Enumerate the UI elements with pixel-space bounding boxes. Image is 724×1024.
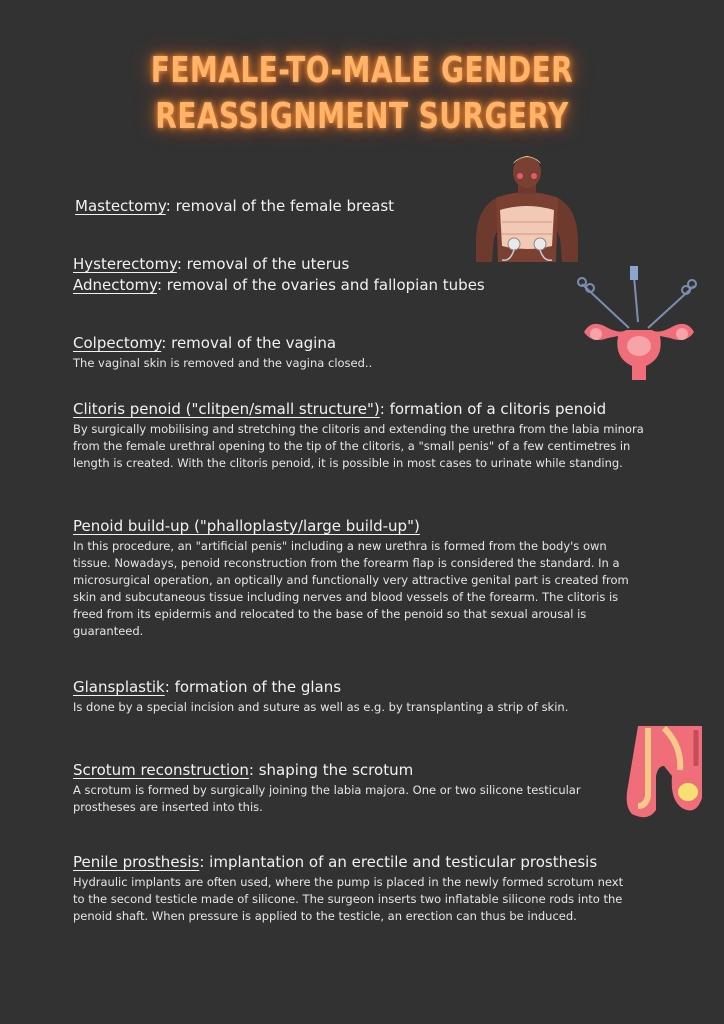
term-desc: : removal of the vagina (161, 334, 337, 352)
section-clitoris-penoid (73, 399, 648, 472)
term-scrotum-reconstruction: Scrotum reconstruction (73, 761, 249, 779)
term-penoid-build-up: Penoid build-up ("phalloplasty/large build-up") (73, 517, 420, 535)
section-heading (73, 516, 648, 537)
page-title (80, 48, 645, 140)
section-body: Is done by a special incision and suture as well as e.g. by transplanting a strip of skin. (73, 700, 569, 714)
term-desc: : removal of the female breast (165, 197, 395, 215)
term-hysterectomy: Hysterectomy (73, 255, 177, 273)
term-desc: : removal of the uterus (176, 255, 350, 273)
section-glansplastik (73, 677, 653, 716)
anatomy-cross-section-illustration (624, 726, 704, 826)
section-body: Hydraulic implants are often used, where the pump is placed in the newly formed scrotum next to the second testicle made of silicone. The surgeon inserts two inflatable silicone rods into the penoid shaft. When pressure is applied to the testicle, an erection can thus be induced. (73, 875, 624, 923)
section-body: The vaginal skin is removed and the vagina closed.. (73, 356, 373, 370)
section-penoid-build-up (73, 516, 648, 640)
section-scrotum-reconstruction (73, 760, 613, 816)
title-line-1: FEMALE-TO-MALE GENDER (150, 50, 574, 91)
term-glansplastik: Glansplastik (73, 678, 165, 696)
term-clitoris-penoid: Clitoris penoid ("clitpen/small structure") (73, 400, 380, 418)
section-heading (73, 760, 613, 781)
uterus-surgery-illustration (574, 262, 704, 388)
term-desc: : formation of a clitoris penoid (379, 400, 607, 418)
title-line-2: REASSIGNMENT SURGERY (155, 96, 569, 137)
term-desc: : implantation of an erectile and testicular prosthesis (199, 853, 598, 871)
section-penile-prosthesis (73, 852, 633, 925)
term-adnectomy: Adnectomy (73, 276, 157, 294)
section-body: By surgically mobilising and stretching the clitoris and extending the urethra from the labia minora from the female urethral opening to the tip of the clitoris, a "small penis" of a few centimetres in length is created. With the clitoris penoid, it is possible in most cases to urinate while standing. (73, 422, 644, 470)
term-desc: : removal of the ovaries and fallopian tubes (156, 276, 485, 294)
section-body: In this procedure, an "artificial penis" including a new urethra is formed from the body's own tissue. Nowadays, penoid reconstruction from the forearm flap is considered the standard. In a microsurgical operation, an optically and functionally very attractive genital part is created from skin and subcutaneous tissue including nerves and blood vessels of the forearm. The clitoris is freed from its epidermis and relocated to the base of the penoid so that sexual arousal is guaranteed. (73, 539, 629, 638)
mastectomy-person-illustration (472, 150, 582, 272)
term-colpectomy: Colpectomy (73, 334, 162, 352)
term-penile-prosthesis: Penile prosthesis (73, 853, 200, 871)
section-heading (73, 677, 653, 698)
section-heading (73, 852, 633, 873)
section-heading (73, 275, 653, 296)
term-mastectomy: Mastectomy (75, 197, 166, 215)
section-adnectomy (73, 275, 653, 296)
section-heading (73, 399, 648, 420)
section-heading (73, 333, 653, 354)
term-desc: : shaping the scrotum (248, 761, 414, 779)
section-body: A scrotum is formed by surgically joining the labia majora. One or two silicone testicular prostheses are inserted into this. (73, 783, 581, 814)
term-desc: : formation of the glans (164, 678, 342, 696)
section-colpectomy (73, 333, 653, 372)
